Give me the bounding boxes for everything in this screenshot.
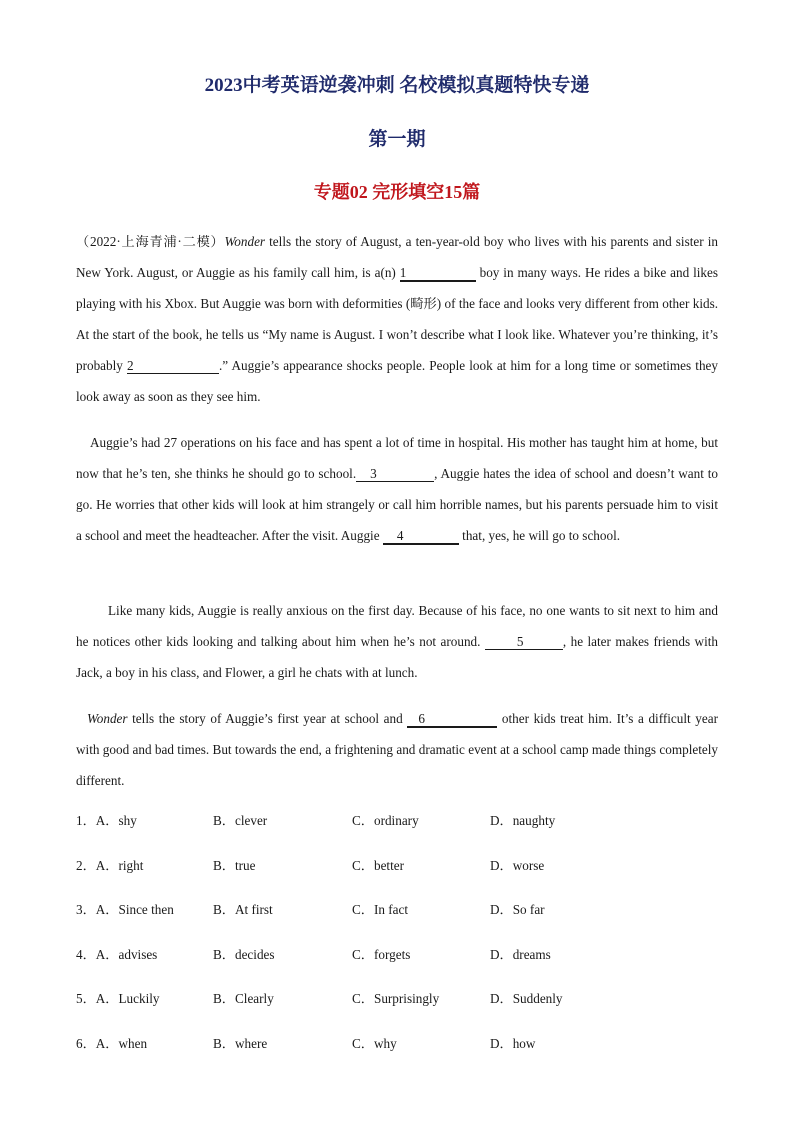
option-d: D．dreams bbox=[490, 946, 551, 962]
option-d: D．Suddenly bbox=[490, 991, 563, 1007]
option-d: D．how bbox=[490, 1035, 536, 1051]
option-b: B．Clearly bbox=[213, 991, 274, 1007]
option-a: 2．A．right bbox=[76, 857, 144, 873]
option-c: C．forgets bbox=[352, 946, 411, 962]
option-a: 4．A．advises bbox=[76, 946, 158, 962]
options-row bbox=[76, 988, 718, 1033]
topic-heading: 专题02 完形填空15篇 bbox=[313, 182, 481, 202]
option-d: D．worse bbox=[490, 857, 545, 873]
blank-3: 3 bbox=[356, 466, 434, 482]
options-row bbox=[76, 1033, 718, 1078]
blank-4: 4 bbox=[383, 528, 459, 545]
source-label: （2022·上海青浦·二模） bbox=[76, 234, 225, 249]
passage-paragraph-3: Like many kids, Auggie is really anxious on the first day. Because of his face, no one wants to sit next to him and he notices other kids looking and talking about him when he’s not around. 5 , he later makes friends with Jack, a boy in his class, and Flower, a girl he chats with at lunch. bbox=[76, 603, 718, 680]
answer-options bbox=[76, 810, 718, 1078]
option-a: 6．A．when bbox=[76, 1035, 148, 1051]
option-b: B．clever bbox=[213, 813, 268, 828]
blank-5: 5 bbox=[485, 634, 563, 650]
issue-label: 第一期 bbox=[368, 129, 426, 150]
options-row bbox=[76, 810, 718, 855]
option-c: C．better bbox=[352, 857, 405, 873]
option-b: B．where bbox=[213, 1035, 268, 1051]
option-b: B．decides bbox=[213, 946, 275, 962]
option-c: C．why bbox=[352, 1035, 397, 1051]
options-row bbox=[76, 899, 718, 944]
passage-paragraph-1: （2022·上海青浦·二模）Wonder tells the story of August, a ten-year-old boy who lives with his parents and sister in New York. August, or Auggie as his family call him, is a(n) 1 boy in many ways. He rides a bike and likes playing with his Xbox. But Auggie was born with deformities (畸形) of the face and looks very different from other kids. At the start of the book, he tells us “My name is August. I won’t describe what I look like. Whatever you’re thinking, it’s probably 2 .” Auggie’s appearance shocks people. People look at him for a long time or sometimes they look away as soon as they see him. bbox=[76, 234, 718, 404]
passage-paragraph-2: Auggie’s had 27 operations on his face and has spent a lot of time in hospital. His mother has taught him at home, but now that he’s ten, she thinks he should go to school. 3 , Auggie hates the idea of school and doesn’t want to go. He worries that other kids will look at him strangely or call him horrible names, but his parents persuade him to visit a school and meet the headteacher. After the visit. Auggie 4 that, yes, he will go to school. bbox=[76, 435, 718, 543]
passage-paragraph-4: Wonder tells the story of Auggie’s first year at school and 6 other kids treat him. It’s a difficult year with good and bad times. But towards the end, a frightening and dramatic event at a school camp made things completely different. bbox=[76, 711, 718, 788]
option-c: C．ordinary bbox=[352, 813, 419, 828]
option-b: B．true bbox=[213, 857, 256, 873]
options-row bbox=[76, 855, 718, 900]
option-a: 1．A．shy bbox=[76, 813, 137, 828]
option-b: B．At first bbox=[213, 902, 273, 918]
book-title: Wonder bbox=[224, 234, 266, 249]
blank-1: 1 bbox=[400, 265, 476, 282]
blank-6: 6 bbox=[407, 711, 497, 728]
option-d: D．So far bbox=[490, 902, 545, 918]
book-title: Wonder bbox=[87, 711, 128, 726]
document-title: 2023中考英语逆袭冲刺 名校模拟真题特快专递 bbox=[204, 75, 590, 96]
option-a: 3．A．Since then bbox=[76, 902, 174, 918]
blank-2: 2 bbox=[127, 358, 219, 374]
option-d: D．naughty bbox=[490, 813, 556, 828]
option-c: C．Surprisingly bbox=[352, 991, 440, 1007]
option-c: C．In fact bbox=[352, 902, 409, 918]
options-row bbox=[76, 944, 718, 989]
option-a: 5．A．Luckily bbox=[76, 991, 160, 1007]
